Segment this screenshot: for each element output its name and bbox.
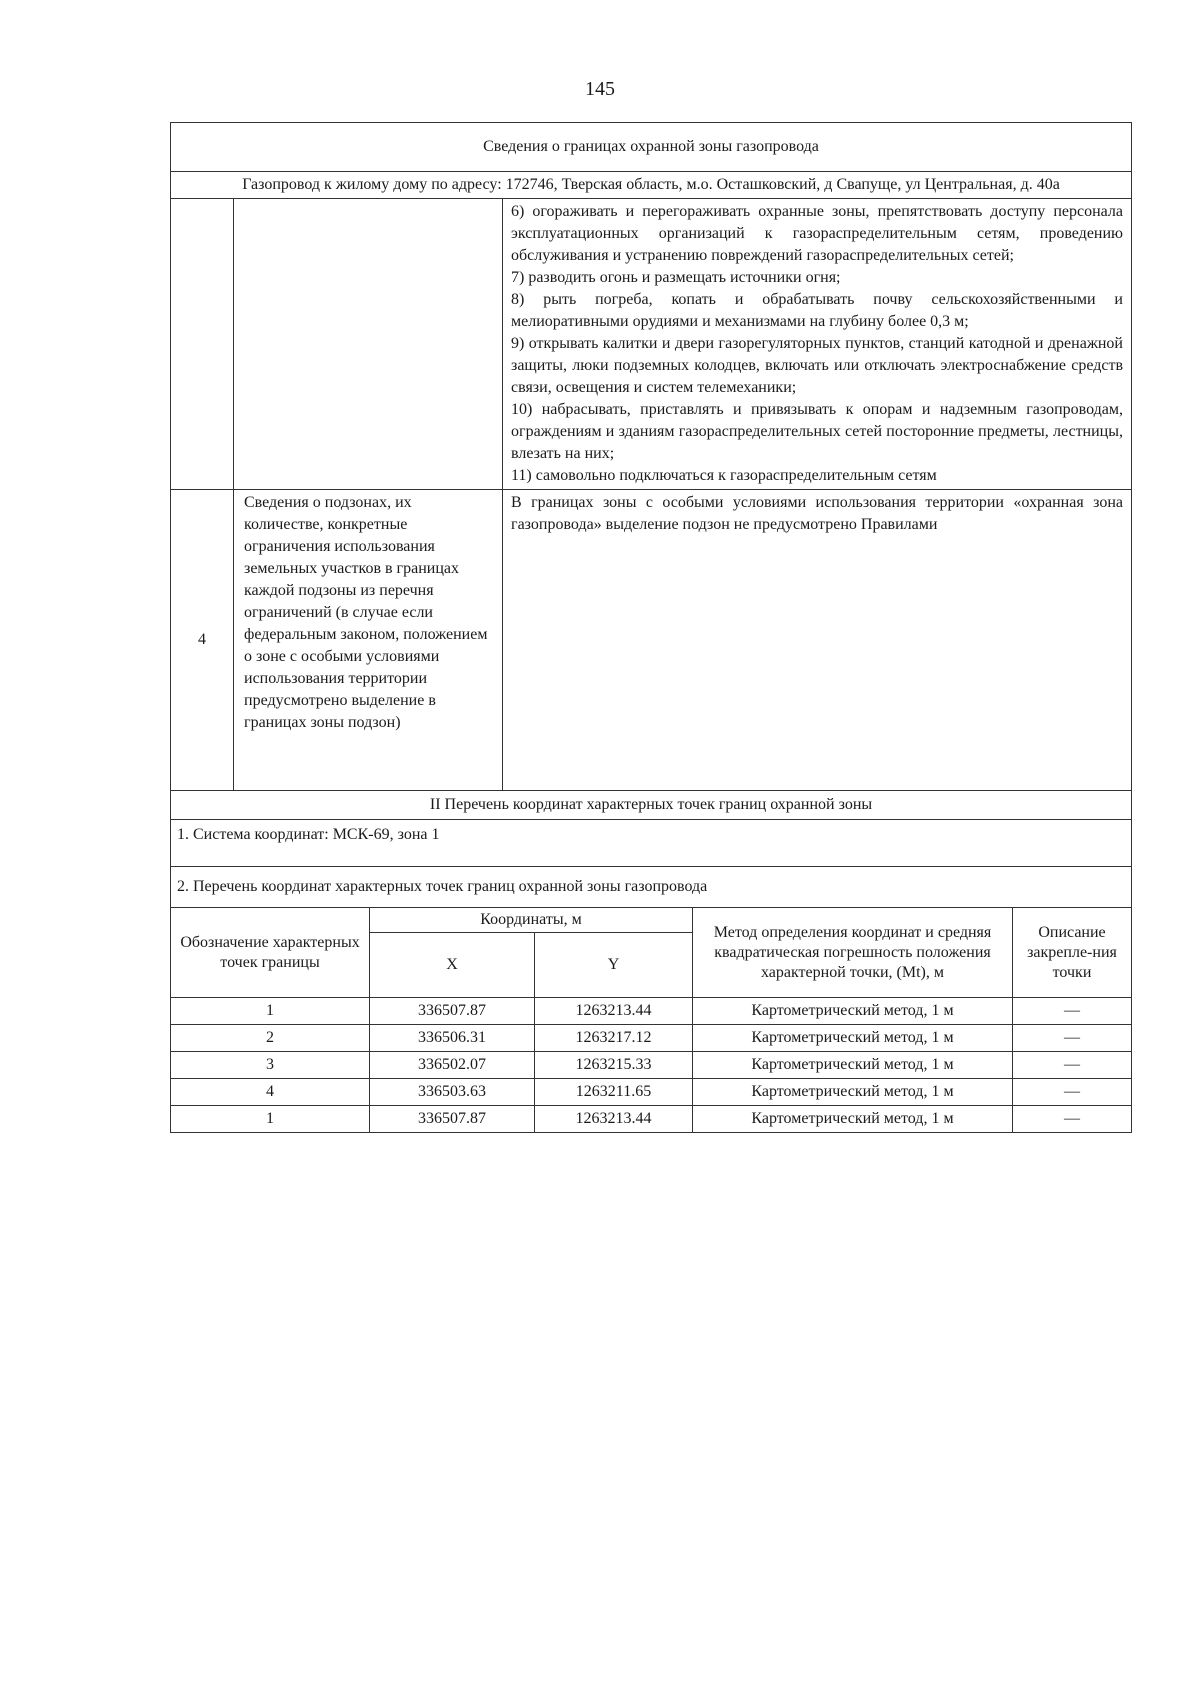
- restriction-item: 10) набрасывать, приставлять и привязывать к опорам и надземным газопроводам, ограждениям и зданиям газораспределительных сетей посторонние предметы, лестницы, влезать на них;: [511, 401, 1123, 462]
- coordinates-table: [170, 908, 1132, 1133]
- point-cell: 2: [171, 1025, 370, 1052]
- restriction-item: 9) открывать калитки и двери газорегуляторных пунктов, станций катодной и дренажной защиты, люки подземных колодцев, включать или отключать электроснабжение средств связи, освещения и систем телемеханики;: [511, 335, 1123, 396]
- restrictions-list: [503, 199, 1132, 490]
- restriction-item: 8) рыть погреба, копать и обрабатывать почву сельскохозяйственными и мелиоративными орудиями и механизмами на глубину более 0,3 м;: [511, 291, 1123, 330]
- description-cell: —: [1013, 998, 1132, 1025]
- y-cell: 1263215.33: [535, 1052, 693, 1079]
- x-cell: 336506.31: [370, 1025, 535, 1052]
- x-cell: 336503.63: [370, 1079, 535, 1106]
- restrictions-row-name: [234, 199, 503, 490]
- restrictions-row: [171, 199, 1132, 490]
- table-row: [171, 1106, 1132, 1133]
- x-header: X: [370, 933, 535, 998]
- table-row: [171, 998, 1132, 1025]
- point-cell: 4: [171, 1079, 370, 1106]
- points-heading: 2. Перечень координат характерных точек границ охранной зоны газопровода: [171, 867, 1132, 908]
- point-header: Обозначение характерных точек границы: [171, 908, 370, 998]
- table-row: [171, 1052, 1132, 1079]
- x-cell: 336507.87: [370, 1106, 535, 1133]
- point-cell: 1: [171, 998, 370, 1025]
- point-cell: 1: [171, 1106, 370, 1133]
- restriction-item: 6) огораживать и перегораживать охранные зоны, препятствовать доступу персонала эксплуатационных организаций к газораспределительным сетям, проведению обслуживания и устранению повреждений газораспределительных сетей;: [511, 203, 1123, 264]
- table-row: [171, 1025, 1132, 1052]
- y-cell: 1263213.44: [535, 998, 693, 1025]
- coordinate-system: 1. Система координат: МСК-69, зона 1: [171, 820, 1132, 867]
- y-cell: 1263211.65: [535, 1079, 693, 1106]
- description-cell: —: [1013, 1079, 1132, 1106]
- y-cell: 1263217.12: [535, 1025, 693, 1052]
- description-header: Описание закрепле-ния точки: [1013, 908, 1132, 998]
- subzones-row-text: В границах зоны с особыми условиями использования территории «охранная зона газопровода» выделение подзон не предусмотрено Правилами: [503, 490, 1132, 791]
- subzones-row-number: 4: [171, 490, 234, 791]
- document-title: Сведения о границах охранной зоны газопровода: [171, 123, 1132, 172]
- method-cell: Картометрический метод, 1 м: [693, 1106, 1013, 1133]
- point-cell: 3: [171, 1052, 370, 1079]
- table-row: [171, 1079, 1132, 1106]
- restriction-item: 11) самовольно подключаться к газораспределительным сетям: [511, 467, 937, 484]
- method-cell: Картометрический метод, 1 м: [693, 1025, 1013, 1052]
- description-cell: —: [1013, 1052, 1132, 1079]
- method-cell: Картометрический метод, 1 м: [693, 998, 1013, 1025]
- subzones-row-name: Сведения о подзонах, их количестве, конкретные ограничения использования земельных участков в границах каждой подзоны из перечня ограничений (в случае если федеральным законом, положением о зоне с особыми условиями использования территории предусмотрено выделение в границах зоны подзон): [234, 490, 503, 791]
- method-cell: Картометрический метод, 1 м: [693, 1079, 1013, 1106]
- description-cell: —: [1013, 1025, 1132, 1052]
- subzones-row: [171, 490, 1132, 791]
- y-cell: 1263213.44: [535, 1106, 693, 1133]
- restrictions-row-number: [171, 199, 234, 490]
- section-2-heading: II Перечень координат характерных точек границ охранной зоны: [171, 791, 1132, 820]
- method-header: Метод определения координат и средняя квадратическая погрешность положения характерной точки, (Mt), м: [693, 908, 1013, 998]
- y-header: Y: [535, 933, 693, 998]
- main-table: [170, 122, 1132, 908]
- description-cell: —: [1013, 1106, 1132, 1133]
- x-cell: 336507.87: [370, 998, 535, 1025]
- coordinates-header-row: [171, 908, 1132, 933]
- coordinates-header: Координаты, м: [370, 908, 693, 933]
- page-number: 145: [585, 78, 615, 100]
- document: [170, 122, 1132, 1133]
- method-cell: Картометрический метод, 1 м: [693, 1052, 1013, 1079]
- restriction-item: 7) разводить огонь и размещать источники огня;: [511, 269, 841, 286]
- x-cell: 336502.07: [370, 1052, 535, 1079]
- object-address: Газопровод к жилому дому по адресу: 172746, Тверская область, м.о. Осташковский, д Свапуще, ул Центральная, д. 40а: [171, 172, 1132, 199]
